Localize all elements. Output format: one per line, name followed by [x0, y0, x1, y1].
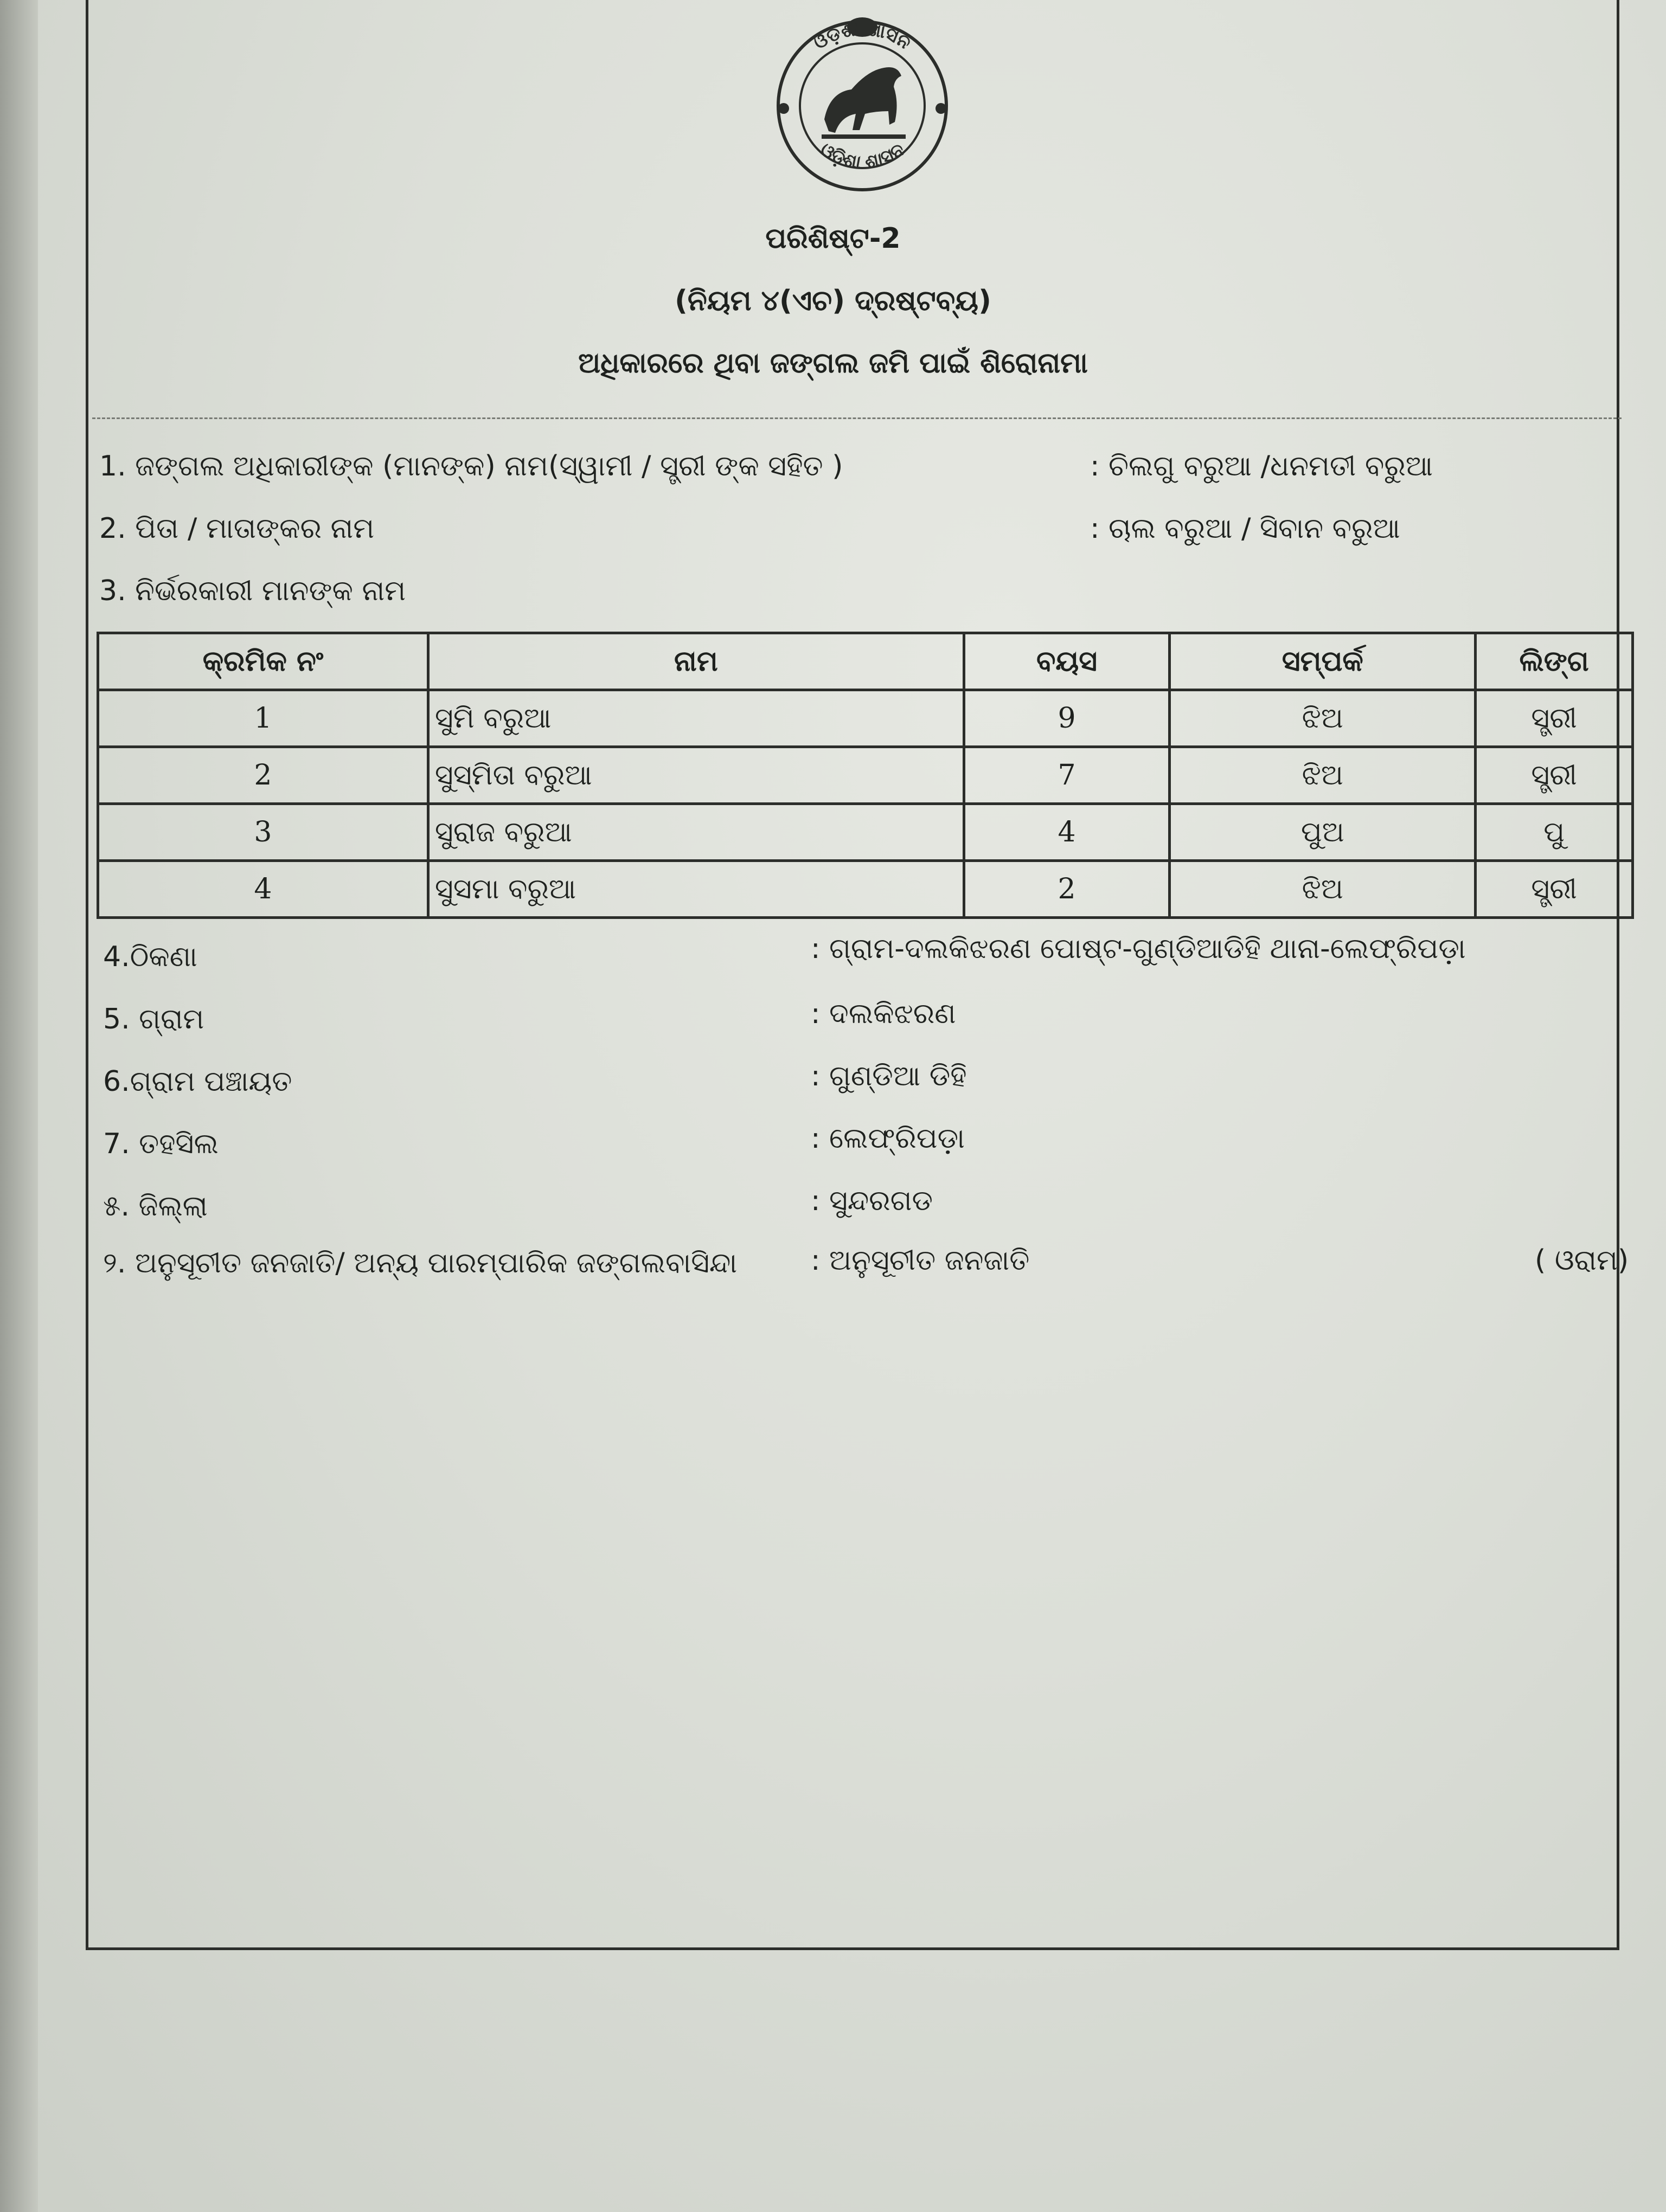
field-6-value: : ଗୁଣ୍ଡିଆ ଡିହି [811, 1060, 967, 1092]
cell-serial: 3 [98, 804, 428, 861]
cell-gender: ସ୍ତ୍ରୀ [1476, 861, 1633, 918]
cell-gender: ପୁ [1476, 804, 1633, 861]
header-serial: କ୍ରମିକ ନଂ [98, 633, 428, 690]
svg-text:ଓଡ଼ିଶା ଶାସନ [810, 18, 915, 54]
table-row [98, 861, 1633, 918]
field-2-label: 2. ପିତା / ମାତାଙ୍କର ନାମ [99, 512, 375, 545]
rule-reference: (ନିୟମ ୪(ଏଚ) ଦ୍ରଷ୍ଟବ୍ୟ) [675, 285, 991, 317]
header-gender: ଲିଙ୍ଗ [1476, 633, 1633, 690]
cell-age: 2 [964, 861, 1169, 918]
emblem-top-text: ଓଡ଼ିଶା ଶାସନ [809, 18, 915, 54]
field-2-value: : ଚାଲ ବରୁଆ / ସିବାନ ବରୁଆ [1090, 512, 1400, 545]
table-row [98, 804, 1633, 861]
cell-age: 7 [964, 747, 1169, 804]
table-row [98, 747, 1633, 804]
cell-relation: ଝିଅ [1170, 690, 1476, 747]
field-9-value: : ଅନୁସୂଚୀତ ଜନଜାତି [811, 1244, 1030, 1277]
table-header-row [98, 633, 1633, 690]
field-8-label: ୫. ଜିଲ୍ଲା [103, 1190, 208, 1223]
dependents-table [97, 632, 1634, 919]
cell-relation: ପୁଅ [1170, 804, 1476, 861]
field-6-label: 6.ଗ୍ରାମ ପଞ୍ଚାୟତ [103, 1065, 292, 1098]
field-1-label: 1. ଜଙ୍ଗଲ ଅଧିକାରୀଙ୍କ (ମାନଙ୍କ) ନାମ(ସ୍ୱାମୀ / ସ୍ତ୍ରୀ ଙ୍କ ସହିତ ) [99, 450, 843, 483]
field-4-value: : ଗ୍ରାମ-ଦଲକିଝରଣ ପୋଷ୍ଟ-ଗୁଣ୍ଡିଆଡିହି ଥାନା-ଲେଫ୍ରିପଡ଼ା [811, 933, 1466, 965]
cell-name: ସୁରାଜ ବରୁଆ [428, 804, 964, 861]
header-relation: ସମ୍ପର୍କ [1170, 633, 1476, 690]
cell-serial: 4 [98, 861, 428, 918]
field-7-value: : ଲେଫ୍ରିପଡ଼ା [811, 1122, 965, 1155]
cell-serial: 2 [98, 747, 428, 804]
header-name: ନାମ [428, 633, 964, 690]
cell-name: ସୁମି ବରୁଆ [428, 690, 964, 747]
field-4-label: 4.ଠିକଣା [103, 941, 197, 973]
cell-relation: ଝିଅ [1170, 747, 1476, 804]
cell-name: ସୁସମା ବରୁଆ [428, 861, 964, 918]
cell-relation: ଝିଅ [1170, 861, 1476, 918]
field-9-label: ୨. ଅନୁସୂଚୀତ ଜନଜାତି/ ଅନ୍ୟ ପାରମ୍ପାରିକ ଜଙ୍ଗଲବାସିନ୍ଦା [103, 1247, 738, 1279]
document-title: ଅଧିକାରରେ ଥିବା ଜଙ୍ଗଲ ଜମି ପାଇଁ ଶିରୋନାମା [578, 347, 1088, 380]
table-row [98, 690, 1633, 747]
cell-age: 9 [964, 690, 1169, 747]
cell-gender: ସ୍ତ୍ରୀ [1476, 747, 1633, 804]
field-7-label: 7. ତହସିଲ [103, 1128, 219, 1160]
cell-serial: 1 [98, 690, 428, 747]
appendix-heading: ପରିଶିଷ୍ଟ-2 [765, 222, 901, 255]
field-8-value: : ସୁନ୍ଦରଗଡ [811, 1185, 933, 1217]
field-5-value: : ଦଲକିଝରଣ [811, 998, 956, 1030]
emblem-seal [759, 11, 965, 195]
page-edge-shadow [0, 0, 38, 2212]
field-5-label: 5. ଗ୍ରାମ [103, 1003, 204, 1036]
dashed-divider [92, 417, 1622, 419]
field-3-label: 3. ନିର୍ଭରକାରୀ ମାନଙ୍କ ନାମ [99, 575, 406, 607]
horse-emblem-icon [822, 67, 906, 139]
cell-gender: ସ୍ତ୍ରୀ [1476, 690, 1633, 747]
emblem-bottom-text: ଓଡ଼ିଶା ଶାସନ [816, 138, 908, 173]
cell-name: ସୁସ୍ମିତା ବରୁଆ [428, 747, 964, 804]
header-age: ବୟସ [964, 633, 1169, 690]
cell-age: 4 [964, 804, 1169, 861]
field-1-value: : ଚିଲଗୁ ବରୁଆ /ଧନମତୀ ବରୁଆ [1090, 450, 1433, 483]
svg-text:ଓଡ଼ିଶା ଶାସନ [816, 139, 908, 173]
field-9-note: ( ଓରାମ) [1535, 1244, 1629, 1277]
